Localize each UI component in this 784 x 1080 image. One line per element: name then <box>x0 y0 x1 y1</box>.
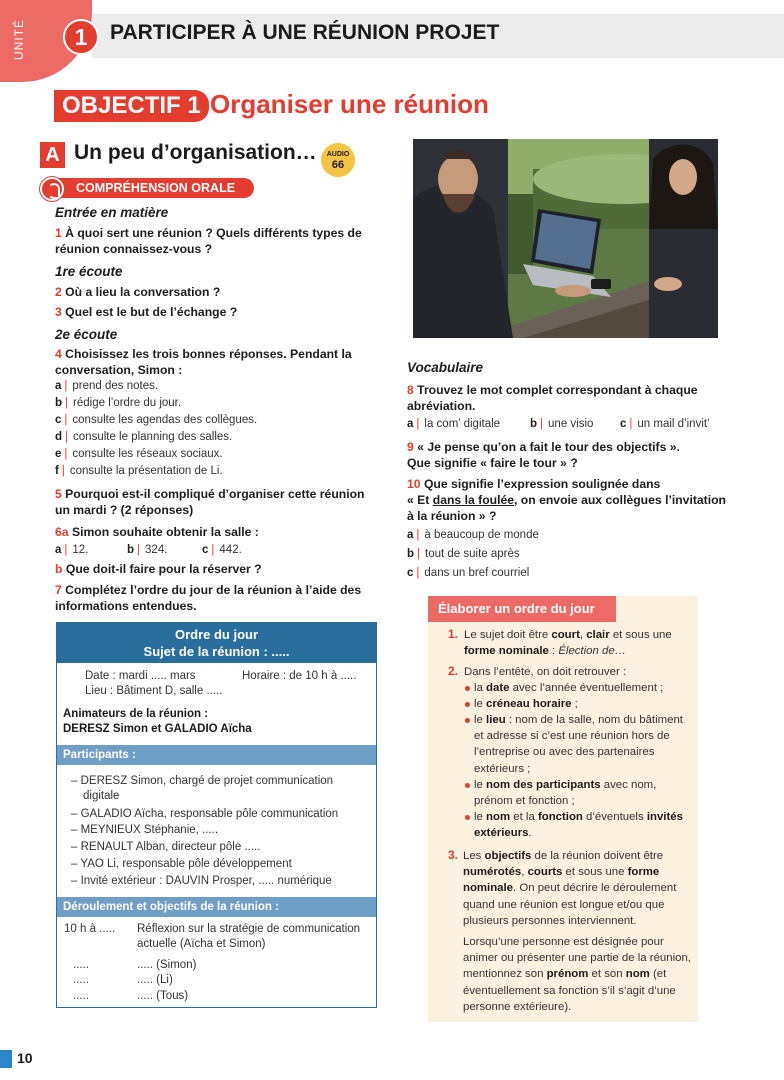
unit-header <box>0 0 784 66</box>
form-horaire[interactable]: Horaire : de 10 h à ..... <box>242 670 357 682</box>
q10-option-b[interactable]: b | tout de suite après <box>407 548 520 560</box>
question-10: 10 Que signifie l’expression soulignée dans « Et dans la foulée, on envoie aux collègues l’invitation à la réunion » ? <box>407 477 727 523</box>
agenda-form-subject: Sujet de la réunion : ..... <box>143 644 290 659</box>
unit-label: UNITÉ <box>12 19 26 61</box>
q4-option-e[interactable]: e | consulte les réseaux sociaux. <box>55 448 223 460</box>
tip-1-number: 1. <box>448 627 459 641</box>
q8-option-a[interactable]: a | la com’ digitale <box>407 418 501 430</box>
bullet-dot <box>465 783 470 788</box>
tip-2-number: 2. <box>448 664 459 678</box>
unit-number: 1 <box>63 19 99 55</box>
q4-option-b[interactable]: b | rédige l’ordre du jour. <box>55 397 182 409</box>
question-2: 2 Où a lieu la conversation ? <box>55 285 221 299</box>
meeting-photo-image <box>413 139 718 338</box>
agenda-row-4-item[interactable]: ..... (Tous) <box>137 990 189 1002</box>
question-9: 9 « Je pense qu’on a fait le tour des objectifs ». Que signifie « faire le tour » ? <box>407 440 680 470</box>
agenda-row-1-item: Réflexion sur la stratégie de communication <box>137 923 361 935</box>
question-8: 8 Trouvez le mot complet correspondant à chaque abréviation. <box>407 383 698 413</box>
participant-1-cont: digitale <box>83 790 120 802</box>
page-number: 10 <box>17 1050 33 1066</box>
bullet-dot <box>465 815 470 820</box>
audio-badge[interactable] <box>321 143 355 177</box>
q4-option-d[interactable]: d | consulte le planning des salles. <box>55 431 233 443</box>
q4-option-a[interactable]: a | prend des notes. <box>55 380 159 392</box>
form-animateurs: DERESZ Simon et GALADIO Aïcha <box>63 723 252 735</box>
agenda-row-3-item[interactable]: ..... (Li) <box>137 974 173 986</box>
bullet-dot <box>465 686 470 691</box>
question-6b: b Que doit-il faire pour la réserver ? <box>55 562 262 576</box>
question-6a: 6a Simon souhaite obtenir la salle : <box>55 525 259 539</box>
section-letter: A <box>40 142 65 168</box>
question-5: 5 Pourquoi est-il compliqué d’organiser cette réunion un mardi ? (2 réponses) <box>55 487 365 517</box>
question-4: 4 Choisissez les trois bonnes réponses. Pendant la conversation, Simon : <box>55 347 352 377</box>
agenda-row-3-time[interactable]: ..... <box>73 974 89 986</box>
form-lieu[interactable]: Lieu : Bâtiment D, salle ..... <box>85 685 223 697</box>
q8-option-c[interactable]: c | un mail d’invit’ <box>620 418 710 430</box>
tip-1-text: Le sujet doit être court, clair et sous une forme nominale : Élection de… <box>464 629 672 658</box>
agenda-row-1-item-cont: actuelle (Aïcha et Simon) <box>137 938 266 950</box>
question-1: 1 À quoi sert une réunion ? Quels différents types de réunion connaissez-vous ? <box>55 226 362 256</box>
agenda-row-2-time[interactable]: ..... <box>73 959 89 971</box>
participant-3[interactable]: – MEYNIEUX Stéphanie, ..... <box>71 824 219 836</box>
tip-2-text: Dans l’entête, on doit retrouver : <box>464 666 627 678</box>
participant-6[interactable]: – Invité extérieur : DAUVIN Prosper, ..... numérique <box>71 875 332 887</box>
q4-option-c[interactable]: c | consulte les agendas des collègues. <box>55 414 258 426</box>
bullet-dot <box>465 718 470 723</box>
q10-option-c[interactable]: c | dans un bref courriel <box>407 567 530 579</box>
tip-2-date: la date avec l’année éventuellement ; <box>474 682 664 694</box>
ecoute-1-heading: 1re écoute <box>55 264 123 279</box>
q6a-option-b[interactable]: b | 324. <box>127 544 168 556</box>
ecoute-2-heading: 2e écoute <box>55 327 118 342</box>
q10-option-a[interactable]: a | à beaucoup de monde <box>407 529 539 541</box>
vocabulaire-heading: Vocabulaire <box>407 360 484 375</box>
deroulement-strip: Déroulement et objectifs de la réunion : <box>57 897 376 917</box>
q6a-option-a[interactable]: a | 12. <box>55 544 89 556</box>
objective-title: Organiser une réunion <box>210 89 489 119</box>
tip-box-title: Élaborer un ordre du jour <box>428 596 616 622</box>
unit-title: PARTICIPER À UNE RÉUNION PROJET <box>110 21 500 44</box>
audio-track-number: 66 <box>331 159 345 171</box>
q4-option-f[interactable]: f | consulte la présentation de Li. <box>55 465 223 477</box>
question-7: 7 Complétez l’ordre du jour de la réunion à l’aide des informations entendues. <box>55 583 362 613</box>
participant-2: – GALADIO Aïcha, responsable pôle communication <box>71 808 339 820</box>
form-date[interactable]: Date : mardi ..... mars <box>85 670 196 682</box>
tip-2-creneau: le créneau horaire ; <box>474 698 578 710</box>
form-animateurs-label: Animateurs de la réunion : <box>63 708 209 720</box>
objective-badge: OBJECTIF 1 <box>54 90 209 122</box>
q8-option-b[interactable]: b | une visio <box>530 418 594 430</box>
audio-label: AUDIO <box>326 151 350 158</box>
tip-3-note: Lorsqu’une personne est désignée pour animer ou présenter une partie de la réunion, mentionnez son prénom et son nom (et éventuellement sa fonction s’il s’agit d’une personne extérieure). <box>463 936 691 1013</box>
question-3: 3 Quel est le but de l’échange ? <box>55 305 238 319</box>
participant-5: – YAO Li, responsable pôle développement <box>71 858 292 870</box>
entree-heading: Entrée en matière <box>55 205 169 220</box>
meeting-photo <box>413 139 718 338</box>
ear-icon <box>40 177 64 201</box>
participant-4[interactable]: – RENAULT Alban, directeur pôle ..... <box>71 841 261 853</box>
tip-2-lieu: le lieu : nom de la salle, nom du bâtiment et adresse si c’est une réunion hors de l’entreprise ou avec des partenaires extérieurs ; <box>474 714 683 775</box>
bullet-dot <box>465 702 470 707</box>
agenda-form <box>56 622 377 1008</box>
agenda-form-header <box>57 623 376 663</box>
tip-2-invites: le nom et la fonction d’éventuels invités extérieurs. <box>474 811 683 840</box>
agenda-row-2-item[interactable]: ..... (Simon) <box>137 959 197 971</box>
page-marker <box>0 1050 12 1068</box>
tip-3-text: Les objectifs de la réunion doivent être numérotés, courts et sous une forme nominale. On peut décrire le déroulement quand une réunion est longue et/ou que plusieurs personnes interviennent. <box>463 850 677 927</box>
agenda-row-4-time[interactable]: ..... <box>73 990 89 1002</box>
tip-3-number: 3. <box>448 848 459 862</box>
agenda-form-title: Ordre du jour <box>174 627 259 642</box>
participant-1: – DERESZ Simon, chargé de projet communication <box>71 775 334 787</box>
q6a-option-c[interactable]: c | 442. <box>202 544 242 556</box>
tip-2-participants: le nom des participants avec nom, prénom et fonction ; <box>474 779 657 808</box>
participants-strip: Participants : <box>57 745 376 765</box>
agenda-row-1-time[interactable]: 10 h à ..... <box>64 923 116 935</box>
section-title: Un peu d’organisation… <box>74 141 317 164</box>
comprehension-banner: COMPRÉHENSION ORALE <box>58 178 254 198</box>
